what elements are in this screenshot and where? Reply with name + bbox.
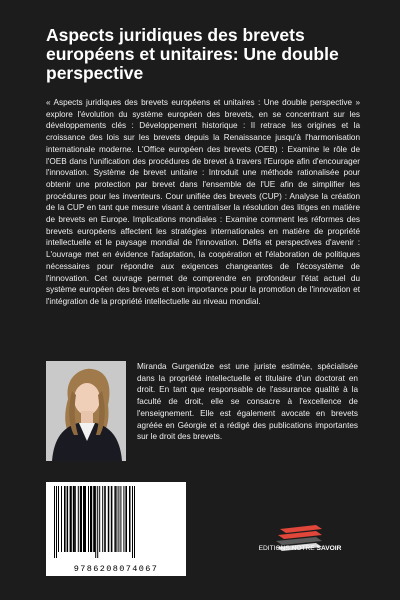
barcode-bar <box>54 486 55 558</box>
publisher-name <box>254 545 346 552</box>
barcode-bar <box>56 486 57 558</box>
barcode-bar <box>70 486 72 552</box>
book-title: Aspects juridiques des brevets européens et unitaires: Une double perspective <box>46 25 339 83</box>
barcode-bar <box>118 486 119 552</box>
barcode-bar <box>114 486 116 552</box>
stacked-books-icon <box>256 504 342 574</box>
barcode-bar <box>104 486 106 552</box>
barcode-bar <box>75 486 76 552</box>
barcode-bar <box>83 486 85 552</box>
barcode-bar <box>58 486 59 552</box>
barcode-bar <box>78 486 79 552</box>
barcode-bar <box>73 486 75 552</box>
barcode-bar <box>85 486 86 552</box>
barcode-bar <box>125 486 127 552</box>
barcode-bar <box>116 486 117 552</box>
barcode-bar <box>93 486 95 552</box>
barcode-bar <box>97 486 98 558</box>
barcode-bar <box>129 486 131 552</box>
barcode-bar <box>123 486 124 552</box>
book-description: « Aspects juridiques des brevets européens et unitaires : Une double perspective » explore l'évolution du système européen des brevets, en se concentrant sur les développements clés : Développement historique : Il retrace les origines et la croissance des lois sur les brevets depuis la Renaissance jusqu'à l'harmonisation internationale moderne. L'Office européen des brevets (OEB) : Examine le rôle de l'OEB dans l'unification des procédures de brevet à travers l'Europe afin d'encourager l'innovation. Système de brevet unitaire : Introduit une méthode rationalisée pour obtenir une protection par brevet dans l'ensemble de l'UE afin de simplifier les procédures pour les inventeurs. Cour unifiée des brevets (CUP) : Analyse la création de la CUP en tant que mesure visant à centraliser la résolution des litiges en matière de brevets en Europe. Implications mondiales : Examine comment les réformes des brevets européens affectent les stratégies internationales en matière de propriété intellectuelle et le paysage mondial de l'innovation. Défis et perspectives d'avenir : L'ouvrage met en évidence l'adaptation, la coopération et l'élaboration de politiques nécessaires pour répondre aux exigences changeantes de l'écosystème de l'innovation. Cet ouvrage permet de comprendre en profondeur l'état actuel du système européen des brevets et son importance pour la promotion de l'innovation et l'intégration de la propriété intellectuelle au niveau mondial. <box>46 98 360 306</box>
barcode-bar <box>64 486 66 552</box>
barcode-bar <box>90 486 92 552</box>
barcode-bar <box>67 486 69 552</box>
author-bio: Miranda Gurgenidze est une juriste estimée, spécialisée dans la propriété intellectuelle et titulaire d'un doctorat en droit. En tant que responsable de l'assurance qualité à la faculté de droit, elle se consacre à l'excellence de l'enseignement. Elle est également avocate en brevets agréée en Géorgie et a rédigé des publications importantes sur le droit des brevets. <box>137 362 358 442</box>
barcode-bar <box>108 486 110 552</box>
publisher-prefix: EDITIONS NOTRE <box>258 545 315 552</box>
barcode-bar <box>61 486 62 552</box>
barcode-bar <box>99 486 100 552</box>
isbn-number: 9786208074067 <box>73 564 159 574</box>
barcode-bar <box>102 486 103 552</box>
barcode-bar <box>95 486 96 558</box>
barcode-bar <box>80 486 82 552</box>
barcode-bar <box>120 486 121 552</box>
publisher-suffix: SAVOIR <box>316 545 342 552</box>
isbn-barcode <box>46 482 186 576</box>
barcode-bar <box>111 486 113 552</box>
author-photo <box>46 361 126 461</box>
barcode-bar <box>132 486 133 558</box>
barcode-bar <box>134 486 135 558</box>
barcode-bar <box>88 486 89 552</box>
barcode-bars <box>50 486 182 562</box>
